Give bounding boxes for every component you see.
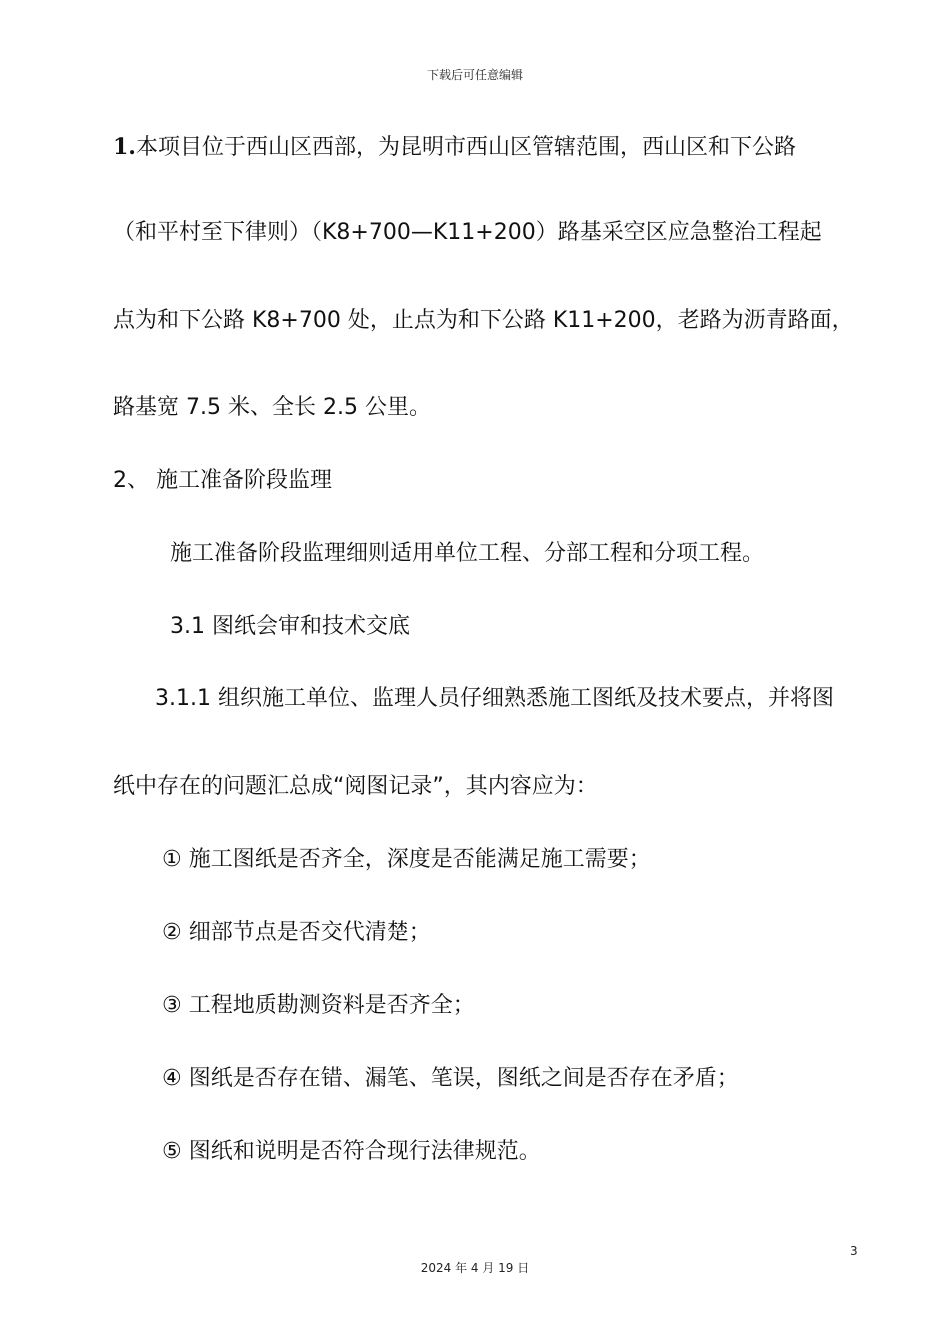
paragraph-1-line-4: 路基宽 7.5 米、全长 2.5 公里。 <box>113 395 431 420</box>
list-item-5: ⑤ 图纸和说明是否符合现行法律规范。 <box>162 1139 541 1164</box>
page-number: 3 <box>850 1244 858 1258</box>
section-2-intro: 施工准备阶段监理细则适用单位工程、分部工程和分项工程。 <box>170 541 765 566</box>
list-item-2: ② 细部节点是否交代清楚； <box>162 920 431 945</box>
list-item-4: ④ 图纸是否存在错、漏笔、笔误，图纸之间是否存在矛盾； <box>162 1066 739 1091</box>
subsection-3-1-heading: 3.1 图纸会审和技术交底 <box>170 614 410 639</box>
footer-date: 2024 年 4 月 19 日 <box>420 1261 530 1275</box>
page-header: 下载后可任意编辑 <box>426 68 523 82</box>
paragraph-3-1-1-line-1: 3.1.1 组织施工单位、监理人员仔细熟悉施工图纸及技术要点，并将图 <box>155 686 834 711</box>
paragraph-1-line-3: 点为和下公路 K8+700 处，止点为和下公路 K11+200，老路为沥青路面， <box>113 308 854 333</box>
paragraph-1-line-1 <box>113 132 796 163</box>
section-2-heading: 2、 施工准备阶段监理 <box>113 468 332 493</box>
paragraph-1-line-2: （和平村至下律则）（K8+700—K11+200）路基采空区应急整治工程起 <box>113 220 822 245</box>
paragraph-1-line-1-text: 本项目位于西山区西部，为昆明市西山区管辖范围，西山区和下公路 <box>135 135 796 160</box>
paragraph-3-1-1-line-2: 纸中存在的问题汇总成“阅图记录”，其内容应为： <box>113 774 598 799</box>
paragraph-1-number: 1. <box>113 134 136 160</box>
list-item-3: ③ 工程地质勘测资料是否齐全； <box>162 993 475 1018</box>
list-item-1: ① 施工图纸是否齐全，深度是否能满足施工需要； <box>162 847 651 872</box>
